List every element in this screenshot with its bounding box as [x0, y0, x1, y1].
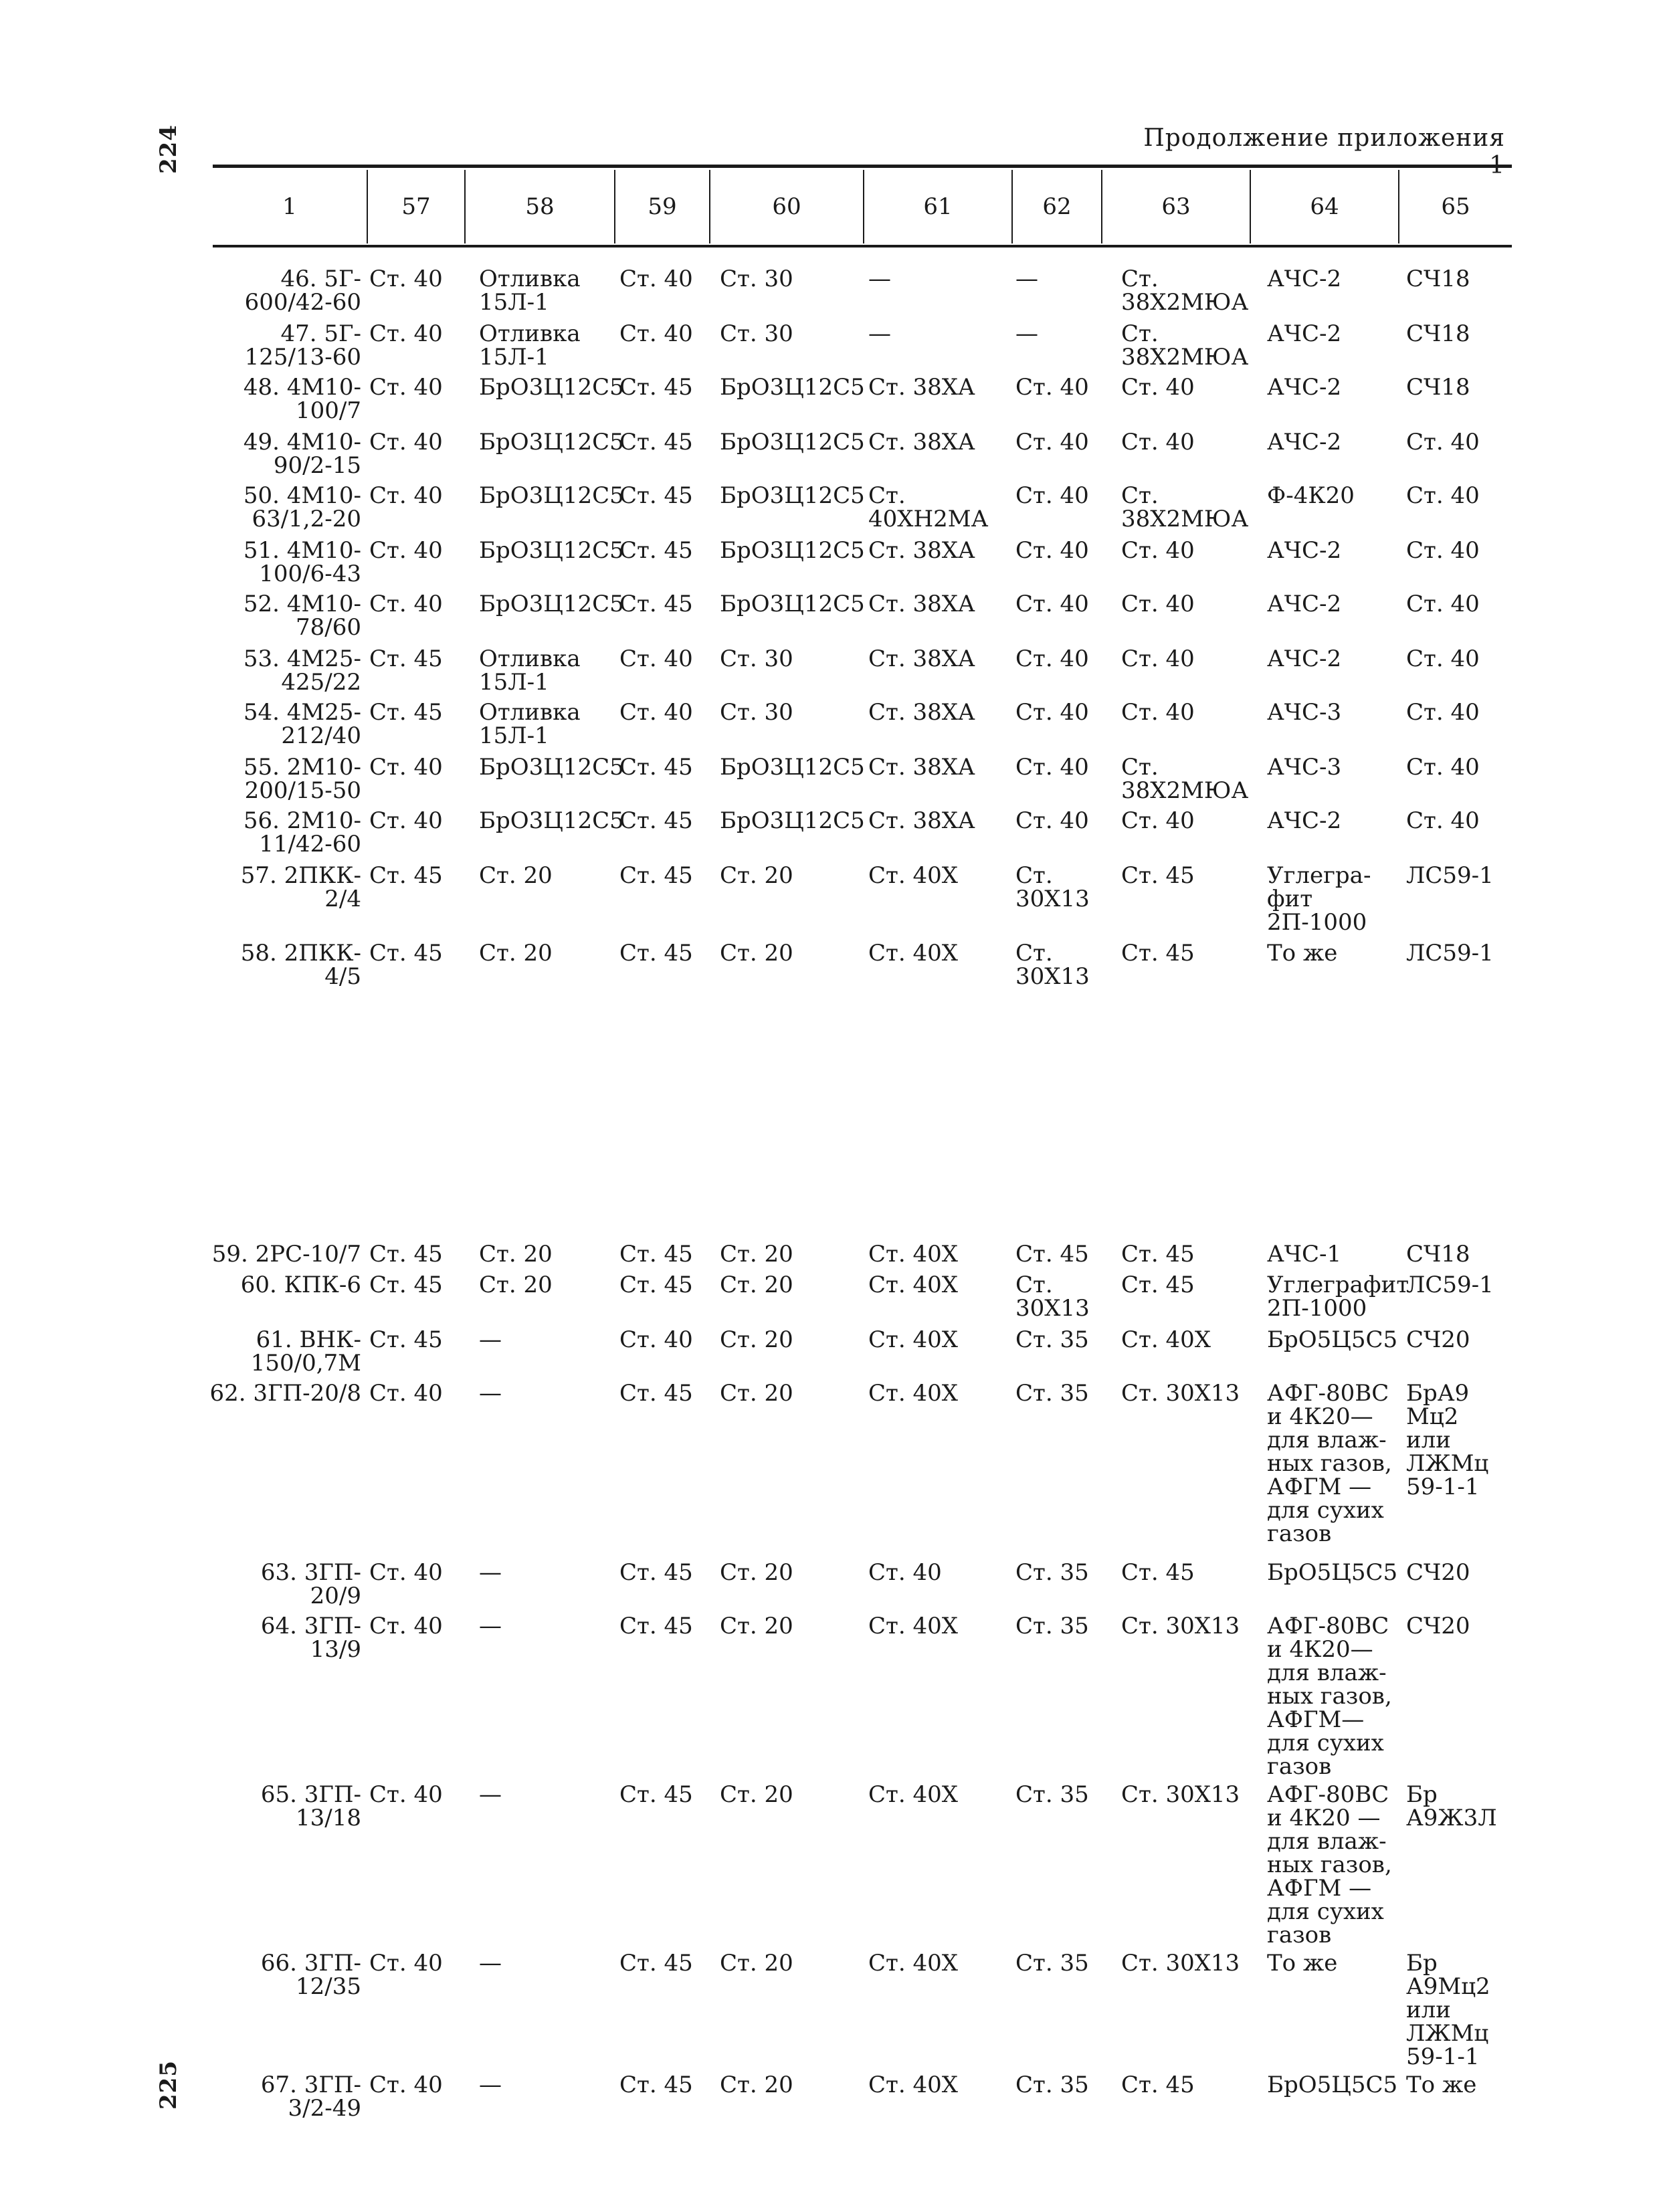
cell-65: Ст. 40	[1406, 699, 1480, 726]
cell-63: Ст. 38Х2МЮА	[1121, 266, 1249, 316]
column-header: 61	[923, 193, 953, 220]
cell-57: Ст. 40	[369, 429, 443, 456]
cell-57: Ст. 45	[369, 1326, 443, 1353]
cell-61: Ст. 38ХА	[868, 374, 975, 401]
cell-64: АЧС-3	[1267, 754, 1342, 781]
cell-62: Ст. 40	[1015, 482, 1089, 509]
cell-58: Ст. 20	[479, 1272, 553, 1298]
cell-64: АЧС-2	[1267, 591, 1342, 617]
column-header: 65	[1441, 193, 1470, 220]
cell-58: БрО3Ц12С5	[479, 482, 624, 509]
cell-59: Ст. 40	[619, 1326, 693, 1353]
cell-64: То же	[1267, 940, 1338, 967]
cell-65: СЧ20	[1406, 1559, 1470, 1586]
cell-59: Ст. 45	[619, 1272, 693, 1298]
row-name-cell: 67. 3ГП- 3/2-49	[260, 2072, 361, 2122]
cell-62: Ст. 35	[1015, 2072, 1089, 2098]
cell-63: Ст. 40	[1121, 807, 1195, 834]
cell-58: —	[479, 1781, 502, 1808]
cell-60: Ст. 30	[720, 266, 793, 292]
cell-60: Ст. 30	[720, 645, 793, 672]
cell-57: Ст. 45	[369, 862, 443, 889]
cell-63: Ст. 38Х2МЮА	[1121, 320, 1249, 371]
cell-61: Ст. 38ХА	[868, 699, 975, 726]
cell-64: АЧС-2	[1267, 537, 1342, 564]
cell-60: Ст. 20	[720, 862, 793, 889]
cell-57: Ст. 40	[369, 374, 443, 401]
cell-64: Ф-4К20	[1267, 482, 1355, 509]
cell-63: Ст. 45	[1121, 940, 1195, 967]
row-name-cell: 52. 4М10- 78/60	[243, 591, 361, 641]
cell-64: То же	[1267, 1950, 1338, 1977]
cell-60: Ст. 20	[720, 940, 793, 967]
cell-63: Ст. 30Х13	[1121, 1613, 1240, 1639]
cell-59: Ст. 45	[619, 1380, 693, 1407]
cell-60: Ст. 20	[720, 1559, 793, 1586]
cell-65: СЧ18	[1406, 374, 1470, 401]
cell-62: Ст. 40	[1015, 699, 1089, 726]
table-top-rule	[213, 165, 1512, 168]
cell-63: Ст. 40	[1121, 645, 1195, 672]
cell-62: Ст. 40	[1015, 645, 1089, 672]
cell-65: Ст. 40	[1406, 645, 1480, 672]
cell-60: Ст. 30	[720, 699, 793, 726]
cell-64: АЧС-2	[1267, 645, 1342, 672]
cell-62: Ст. 35	[1015, 1781, 1089, 1808]
row-name-cell: 57. 2ПКК- 2/4	[240, 862, 361, 912]
cell-62: Ст. 40	[1015, 807, 1089, 834]
row-name-cell: 64. 3ГП- 13/9	[260, 1613, 361, 1663]
cell-61: Ст. 38ХА	[868, 645, 975, 672]
cell-64: АЧС-3	[1267, 699, 1342, 726]
cell-59: Ст. 40	[619, 320, 693, 347]
cell-57: Ст. 40	[369, 1559, 443, 1586]
cell-59: Ст. 45	[619, 1781, 693, 1808]
cell-65: Ст. 40	[1406, 482, 1480, 509]
cell-62: —	[1015, 320, 1038, 347]
cell-61: Ст. 38ХА	[868, 591, 975, 617]
cell-58: —	[479, 2072, 502, 2098]
row-name-cell: 47. 5Г- 125/13-60	[244, 320, 361, 371]
cell-61: Ст. 40Х	[868, 1241, 958, 1268]
cell-62: Ст. 35	[1015, 1380, 1089, 1407]
cell-62: Ст. 45	[1015, 1241, 1089, 1268]
cell-65: Бр А9Ж3Л	[1406, 1781, 1497, 1831]
column-header: 1	[282, 193, 297, 220]
cell-65: Бр А9Мц2 или ЛЖМц 59-1-1	[1406, 1950, 1490, 2070]
cell-57: Ст. 40	[369, 2072, 443, 2098]
cell-60: Ст. 20	[720, 1950, 793, 1977]
cell-63: Ст. 45	[1121, 1559, 1195, 1586]
cell-58: БрО3Ц12С5	[479, 754, 624, 781]
cell-65: СЧ20	[1406, 1326, 1470, 1353]
cell-65: ЛС59-1	[1406, 940, 1494, 967]
cell-60: Ст. 20	[720, 1380, 793, 1407]
cell-59: Ст. 45	[619, 537, 693, 564]
cell-59: Ст. 45	[619, 2072, 693, 2098]
cell-57: Ст. 45	[369, 940, 443, 967]
column-header: 60	[772, 193, 801, 220]
row-name-cell: 60. КПК-6	[240, 1272, 361, 1298]
cell-58: БрО3Ц12С5	[479, 807, 624, 834]
cell-63: Ст. 30Х13	[1121, 1781, 1240, 1808]
row-name-cell: 54. 4М25- 212/40	[243, 699, 361, 749]
cell-61: Ст. 40Х	[868, 940, 958, 967]
cell-62: Ст. 35	[1015, 1326, 1089, 1353]
cell-57: Ст. 40	[369, 754, 443, 781]
cell-64: АФГ-80ВС и 4К20 — для влаж- ных газов, АФГМ — для сухих газов	[1267, 1781, 1392, 1948]
cell-63: Ст. 45	[1121, 1241, 1195, 1268]
cell-59: Ст. 45	[619, 862, 693, 889]
cell-65: СЧ18	[1406, 320, 1470, 347]
page-number-bottom: 225	[155, 2060, 182, 2110]
row-name-cell: 55. 2М10- 200/15-50	[243, 754, 361, 804]
running-title: Продолжение приложения	[1143, 124, 1505, 152]
cell-63: Ст. 45	[1121, 1272, 1195, 1298]
cell-63: Ст. 30Х13	[1121, 1950, 1240, 1977]
cell-61: Ст. 40Х	[868, 862, 958, 889]
cell-61: Ст. 40Х	[868, 1326, 958, 1353]
cell-64: АЧС-2	[1267, 429, 1342, 456]
cell-65: СЧ20	[1406, 1613, 1470, 1639]
row-name-cell: 59. 2РС-10/7	[211, 1241, 361, 1268]
cell-57: Ст. 45	[369, 699, 443, 726]
cell-59: Ст. 45	[619, 1613, 693, 1639]
cell-65: Ст. 40	[1406, 429, 1480, 456]
cell-59: Ст. 45	[619, 429, 693, 456]
row-name-cell: 48. 4М10- 100/7	[243, 374, 361, 424]
cell-59: Ст. 45	[619, 807, 693, 834]
row-name-cell: 50. 4М10- 63/1,2-20	[243, 482, 361, 532]
cell-63: Ст. 30Х13	[1121, 1380, 1240, 1407]
column-header: 57	[401, 193, 431, 220]
cell-62: Ст. 30Х13	[1015, 940, 1090, 990]
cell-63: Ст. 45	[1121, 2072, 1195, 2098]
cell-64: АЧС-2	[1267, 320, 1342, 347]
cell-64: АЧС-2	[1267, 374, 1342, 401]
column-header: 63	[1161, 193, 1191, 220]
cell-61: Ст. 40Х	[868, 2072, 958, 2098]
cell-58: БрО3Ц12С5	[479, 591, 624, 617]
cell-57: Ст. 45	[369, 1241, 443, 1268]
cell-59: Ст. 40	[619, 266, 693, 292]
column-header: 58	[525, 193, 555, 220]
cell-64: АЧС-2	[1267, 807, 1342, 834]
cell-63: Ст. 45	[1121, 862, 1195, 889]
cell-57: Ст. 40	[369, 1950, 443, 1977]
cell-61: Ст. 40Х	[868, 1950, 958, 1977]
cell-64: БрО5Ц5С5	[1267, 1559, 1398, 1586]
cell-58: —	[479, 1613, 502, 1639]
row-name-cell: 56. 2М10- 11/42-60	[243, 807, 361, 858]
cell-60: БрО3Ц12С5	[720, 591, 865, 617]
cell-62: —	[1015, 266, 1038, 292]
cell-62: Ст. 40	[1015, 591, 1089, 617]
cell-62: Ст. 40	[1015, 374, 1089, 401]
cell-57: Ст. 40	[369, 1380, 443, 1407]
cell-65: Ст. 40	[1406, 591, 1480, 617]
cell-63: Ст. 40	[1121, 537, 1195, 564]
cell-65: Ст. 40	[1406, 807, 1480, 834]
row-name-cell: 66. 3ГП- 12/35	[260, 1950, 361, 2000]
cell-61: Ст. 40Х	[868, 1380, 958, 1407]
cell-63: Ст. 40Х	[1121, 1326, 1211, 1353]
cell-61: Ст. 38ХА	[868, 807, 975, 834]
cell-58: Ст. 20	[479, 940, 553, 967]
cell-61: Ст. 38ХА	[868, 754, 975, 781]
cell-64: АФГ-80ВС и 4К20— для влаж- ных газов, АФГМ— для сухих газов	[1267, 1613, 1392, 1780]
cell-57: Ст. 40	[369, 1613, 443, 1639]
page-number-top: 224	[155, 124, 182, 174]
cell-58: Отливка 15Л-1	[479, 699, 581, 749]
cell-60: БрО3Ц12С5	[720, 482, 865, 509]
cell-59: Ст. 45	[619, 482, 693, 509]
cell-65: То же	[1406, 2072, 1477, 2098]
cell-62: Ст. 40	[1015, 537, 1089, 564]
cell-60: Ст. 20	[720, 1272, 793, 1298]
cell-59: Ст. 45	[619, 754, 693, 781]
cell-59: Ст. 45	[619, 940, 693, 967]
cell-59: Ст. 45	[619, 1241, 693, 1268]
cell-62: Ст. 35	[1015, 1613, 1089, 1639]
column-header: 59	[648, 193, 677, 220]
cell-64: БрО5Ц5С5	[1267, 1326, 1398, 1353]
cell-62: Ст. 35	[1015, 1950, 1089, 1977]
cell-57: Ст. 40	[369, 266, 443, 292]
cell-64: Углеграфит 2П-1000	[1267, 1272, 1409, 1322]
cell-61: —	[868, 320, 891, 347]
cell-60: БрО3Ц12С5	[720, 537, 865, 564]
cell-65: БрА9 Мц2 или ЛЖМц 59-1-1	[1406, 1380, 1489, 1500]
cell-57: Ст. 45	[369, 645, 443, 672]
cell-65: СЧ18	[1406, 1241, 1470, 1268]
cell-63: Ст. 38Х2МЮА	[1121, 754, 1249, 804]
cell-63: Ст. 40	[1121, 429, 1195, 456]
cell-63: Ст. 38Х2МЮА	[1121, 482, 1249, 532]
cell-65: ЛС59-1	[1406, 1272, 1494, 1298]
cell-60: БрО3Ц12С5	[720, 374, 865, 401]
cell-57: Ст. 40	[369, 807, 443, 834]
cell-61: Ст. 40Х	[868, 1272, 958, 1298]
cell-61: —	[868, 266, 891, 292]
cell-58: Отливка 15Л-1	[479, 645, 581, 696]
cell-58: Ст. 20	[479, 1241, 553, 1268]
cell-61: Ст. 40	[868, 1559, 942, 1586]
cell-64: БрО5Ц5С5	[1267, 2072, 1398, 2098]
row-name-cell: 46. 5Г- 600/42-60	[244, 266, 361, 316]
cell-58: Отливка 15Л-1	[479, 266, 581, 316]
cell-60: Ст. 20	[720, 1613, 793, 1639]
row-name-cell: 65. 3ГП- 13/18	[260, 1781, 361, 1831]
cell-62: Ст. 40	[1015, 429, 1089, 456]
cell-64: АФГ-80ВС и 4К20— для влаж- ных газов, АФГМ — для сухих газов	[1267, 1380, 1392, 1547]
cell-58: БрО3Ц12С5	[479, 374, 624, 401]
cell-61: Ст. 38ХА	[868, 429, 975, 456]
cell-58: —	[479, 1950, 502, 1977]
cell-58: —	[479, 1380, 502, 1407]
cell-59: Ст. 45	[619, 1559, 693, 1586]
cell-59: Ст. 40	[619, 645, 693, 672]
cell-62: Ст. 35	[1015, 1559, 1089, 1586]
row-name-cell: 61. ВНК- 150/0,7М	[250, 1326, 361, 1377]
cell-57: Ст. 45	[369, 1272, 443, 1298]
cell-61: Ст. 40Х	[868, 1613, 958, 1639]
cell-64: Углегра- фит 2П-1000	[1267, 862, 1371, 936]
cell-58: —	[479, 1559, 502, 1586]
cell-65: ЛС59-1	[1406, 862, 1494, 889]
cell-62: Ст. 40	[1015, 754, 1089, 781]
cell-57: Ст. 40	[369, 320, 443, 347]
column-header: 62	[1042, 193, 1072, 220]
cell-63: Ст. 40	[1121, 699, 1195, 726]
cell-59: Ст. 40	[619, 699, 693, 726]
cell-65: СЧ18	[1406, 266, 1470, 292]
cell-63: Ст. 40	[1121, 374, 1195, 401]
cell-65: Ст. 40	[1406, 754, 1480, 781]
cell-58: БрО3Ц12С5	[479, 537, 624, 564]
cell-58: БрО3Ц12С5	[479, 429, 624, 456]
cell-59: Ст. 45	[619, 1950, 693, 1977]
cell-61: Ст. 40Х	[868, 1781, 958, 1808]
column-header: 64	[1310, 193, 1339, 220]
cell-65: Ст. 40	[1406, 537, 1480, 564]
row-name-cell: 49. 4М10- 90/2-15	[243, 429, 361, 479]
cell-60: Ст. 30	[720, 320, 793, 347]
cell-60: БрО3Ц12С5	[720, 754, 865, 781]
cell-59: Ст. 45	[619, 374, 693, 401]
cell-62: Ст. 30Х13	[1015, 1272, 1090, 1322]
table-header-rule	[213, 245, 1512, 247]
cell-57: Ст. 40	[369, 482, 443, 509]
row-name-cell: 51. 4М10- 100/6-43	[243, 537, 361, 587]
cell-60: БрО3Ц12С5	[720, 807, 865, 834]
cell-57: Ст. 40	[369, 1781, 443, 1808]
cell-60: Ст. 20	[720, 1781, 793, 1808]
row-name-cell: 58. 2ПКК- 4/5	[240, 940, 361, 990]
cell-64: АЧС-1	[1267, 1241, 1342, 1268]
cell-61: Ст. 38ХА	[868, 537, 975, 564]
row-name-cell: 63. 3ГП- 20/9	[260, 1559, 361, 1609]
cell-57: Ст. 40	[369, 591, 443, 617]
cell-62: Ст. 30Х13	[1015, 862, 1090, 912]
cell-57: Ст. 40	[369, 537, 443, 564]
row-name-cell: 62. 3ГП-20/8	[209, 1380, 361, 1407]
cell-58: Ст. 20	[479, 862, 553, 889]
cell-60: Ст. 20	[720, 2072, 793, 2098]
cell-60: Ст. 20	[720, 1241, 793, 1268]
cell-60: БрО3Ц12С5	[720, 429, 865, 456]
cell-58: Отливка 15Л-1	[479, 320, 581, 371]
cell-60: Ст. 20	[720, 1326, 793, 1353]
cell-58: —	[479, 1326, 502, 1353]
cell-64: АЧС-2	[1267, 266, 1342, 292]
row-name-cell: 53. 4М25- 425/22	[243, 645, 361, 696]
cell-61: Ст. 40ХН2МА	[868, 482, 989, 532]
cell-59: Ст. 45	[619, 591, 693, 617]
cell-63: Ст. 40	[1121, 591, 1195, 617]
